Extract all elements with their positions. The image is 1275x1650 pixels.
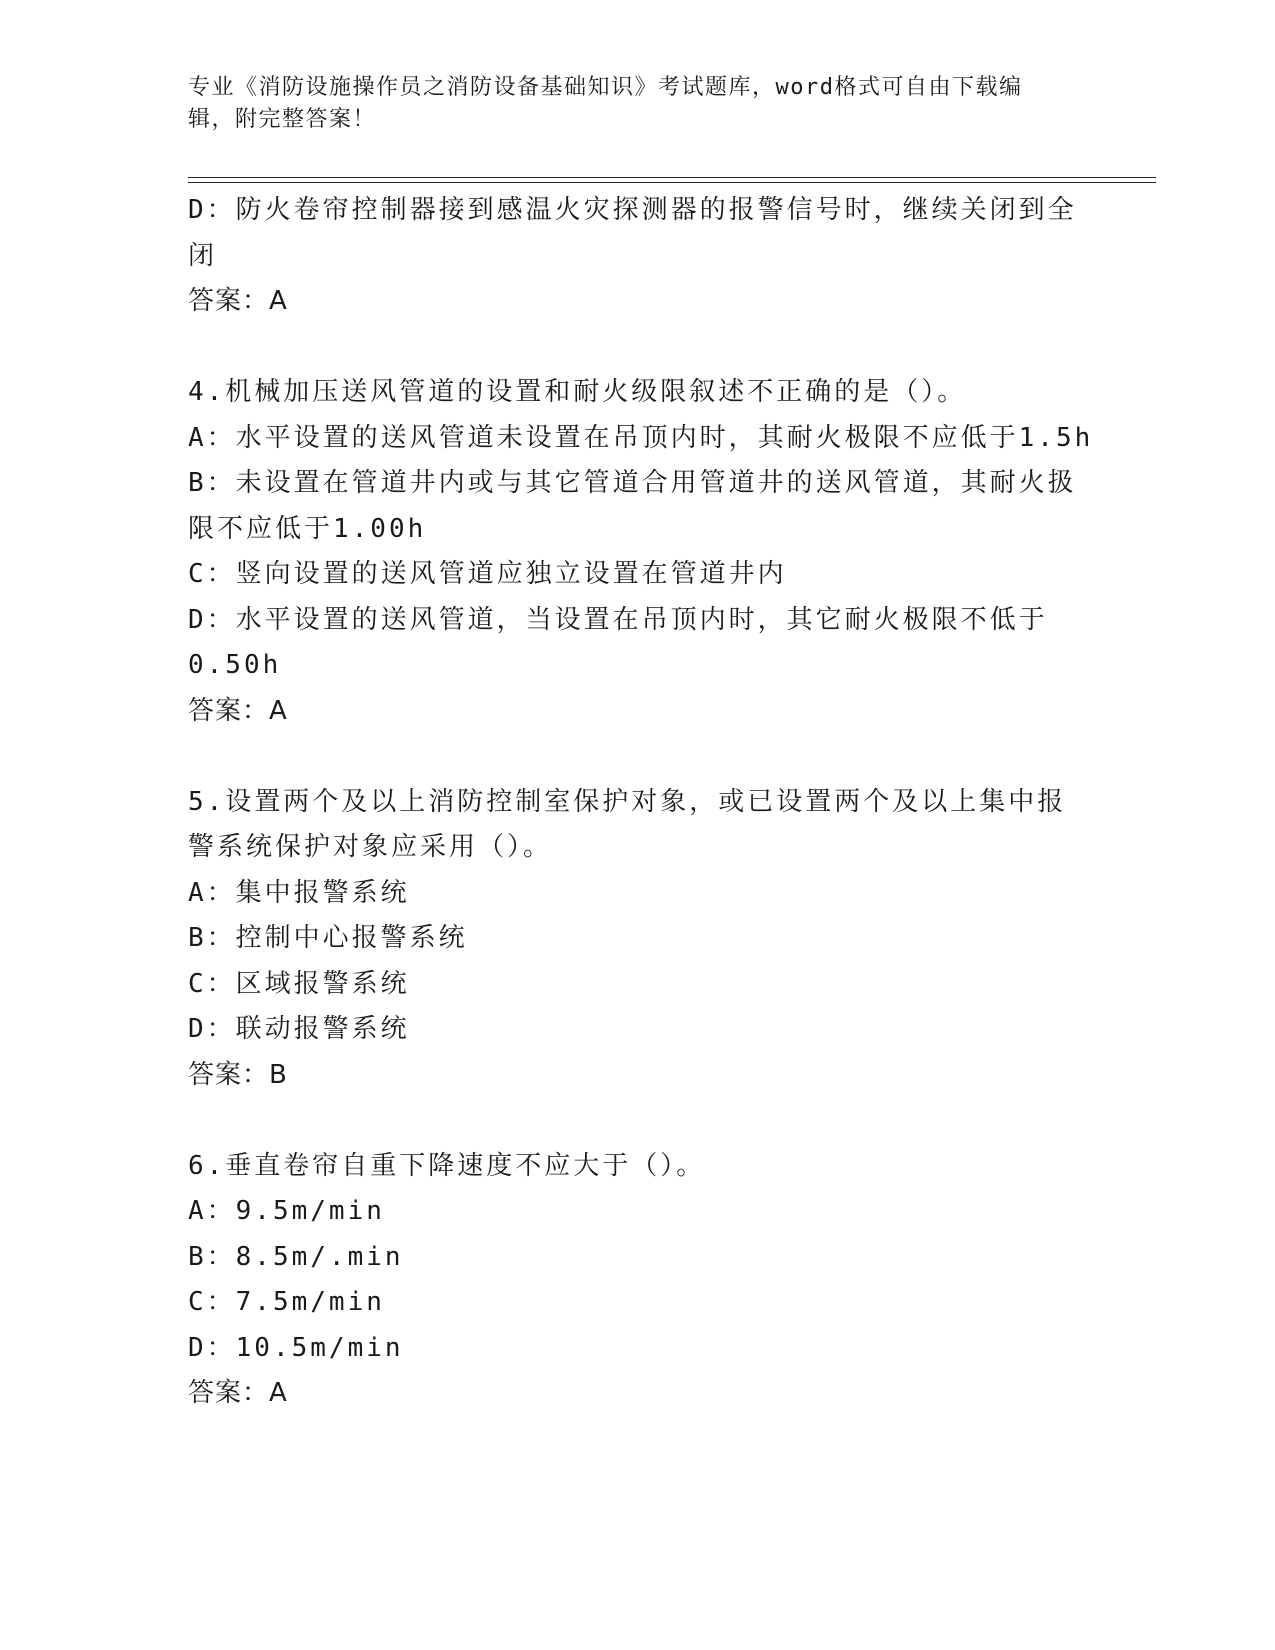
- question-stem: 6.垂直卷帘自重下降速度不应大于（）。: [188, 1150, 706, 1181]
- option-a: A：水平设置的送风管道未设置在吊顶内时，其耐火极限不应低于1.5h: [188, 422, 1094, 453]
- option-a: A：集中报警系统: [188, 877, 410, 908]
- spacer: [188, 1098, 1088, 1144]
- option-c: C：竖向设置的送风管道应独立设置在管道井内: [188, 559, 787, 589]
- question-6: [188, 1144, 1088, 1417]
- option-b: B：未设置在管道井内或与其它管道合用管道井的送风管道，其耐火扱: [188, 468, 1077, 498]
- option-c: C：区域报警系统: [188, 968, 410, 999]
- question-4: [188, 370, 1094, 734]
- answer: 答案：B: [188, 1059, 288, 1090]
- header-line-2: 辑，附完整答案！: [188, 107, 377, 132]
- document-body: [188, 188, 1094, 1417]
- header-divider-top: [188, 177, 1156, 178]
- option-d-continued: 0.50h: [188, 650, 282, 680]
- option-d-continued: 闭: [188, 240, 218, 271]
- spacer: [188, 325, 1088, 371]
- option-d: D：防火卷帘控制器接到感温火灾探测器的报警信号时，继续关闭到全: [188, 195, 1077, 225]
- option-c: C：7.5m/min: [188, 1287, 385, 1317]
- answer: 答案：A: [188, 1378, 288, 1408]
- question-stem-continued: 警系统保护对象应采用（）。: [188, 832, 553, 862]
- option-b-continued: 限不应低于1.00h: [188, 513, 427, 544]
- option-d: D：水平设置的送风管道，当设置在吊顶内时，其它耐火极限不低于: [188, 604, 1048, 635]
- header-line-1: 专业《消防设施操作员之消防设备基础知识》考试题库，word格式可自由下载编: [188, 75, 1023, 100]
- option-d: D：10.5m/min: [188, 1332, 404, 1363]
- option-b: B：控制中心报警系统: [188, 923, 468, 953]
- question-3-tail: [188, 188, 1088, 325]
- option-b: B：8.5m/.min: [188, 1241, 404, 1272]
- answer: 答案：A: [188, 286, 288, 316]
- header-divider-bottom: [188, 182, 1156, 183]
- document-header: [188, 72, 1068, 136]
- spacer: [188, 734, 1088, 780]
- question-stem: 5.设置两个及以上消防控制室保护对象，或已设置两个及以上集中报: [188, 786, 1067, 817]
- option-d: D：联动报警系统: [188, 1014, 410, 1044]
- question-stem: 4.机械加压送风管道的设置和耐火级限叙述不正确的是（）。: [188, 377, 967, 407]
- answer: 答案：A: [188, 695, 288, 726]
- question-5: [188, 780, 1088, 1099]
- option-a: A：9.5m/min: [188, 1196, 385, 1226]
